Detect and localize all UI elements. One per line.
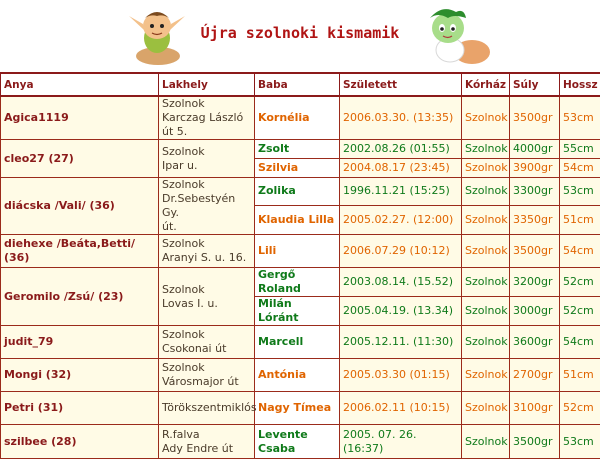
residence-line: Szolnok xyxy=(162,237,251,251)
baby-name-cell: Levente Csaba xyxy=(255,425,340,459)
residence-cell xyxy=(159,268,255,326)
hospital-cell: Szolnok xyxy=(462,159,510,178)
residence-cell xyxy=(159,425,255,459)
birth-date-cell: 2002.08.26 (01:55) xyxy=(340,140,462,159)
residence-line: Szolnok xyxy=(162,328,251,342)
mother-cell: Geromilo /Zsú/ (23) xyxy=(1,268,159,326)
hospital-cell: Szolnok xyxy=(462,359,510,392)
col-header-hossz: Hossz xyxy=(560,73,600,96)
col-header-korhaz: Kórház xyxy=(462,73,510,96)
weight-cell: 3900gr xyxy=(510,159,560,178)
col-header-szuletett: Született xyxy=(340,73,462,96)
baby-name-cell: Gergő Roland xyxy=(255,268,340,297)
table-row xyxy=(1,178,600,206)
baby-name-cell: Milán Lóránt xyxy=(255,297,340,326)
residence-cell xyxy=(159,96,255,140)
weight-cell: 3500gr xyxy=(510,96,560,140)
table-header-row xyxy=(1,73,600,96)
length-cell: 52cm xyxy=(560,268,600,297)
residence-cell xyxy=(159,359,255,392)
birth-date-cell: 2003.08.14. (15.52) xyxy=(340,268,462,297)
mother-cell: Mongi (32) xyxy=(1,359,159,392)
baby-name-cell: Zolika xyxy=(255,178,340,206)
residence-line: Szolnok xyxy=(162,97,251,111)
birth-date-cell: 2005.03.30 (01:15) xyxy=(340,359,462,392)
col-header-baba: Baba xyxy=(255,73,340,96)
table-row xyxy=(1,392,600,425)
residence-line: Szolnok xyxy=(162,178,251,192)
hospital-cell: Szolnok xyxy=(462,96,510,140)
residence-line: Aranyi S. u. 16. xyxy=(162,251,251,265)
birth-date-cell: 2006.07.29 (10:12) xyxy=(340,235,462,268)
col-header-anya: Anya xyxy=(1,73,159,96)
residence-cell xyxy=(159,140,255,178)
weight-cell: 4000gr xyxy=(510,140,560,159)
length-cell: 52cm xyxy=(560,392,600,425)
birth-date-cell: 2006.02.11 (10:15) xyxy=(340,392,462,425)
residence-line: út 5. xyxy=(162,125,251,139)
residence-cell xyxy=(159,235,255,268)
baby-name-cell: Klaudia Lilla xyxy=(255,205,340,234)
baby-name-cell: Kornélia xyxy=(255,96,340,140)
mother-cell: diácska /Vali/ (36) xyxy=(1,178,159,235)
weight-cell: 3500gr xyxy=(510,425,560,459)
col-header-suly: Súly xyxy=(510,73,560,96)
residence-cell xyxy=(159,326,255,359)
mother-cell: szilbee (28) xyxy=(1,425,159,459)
residence-line: Szolnok xyxy=(162,283,251,297)
weight-cell: 3200gr xyxy=(510,268,560,297)
weight-cell: 3600gr xyxy=(510,326,560,359)
baby-name-cell: Marcell xyxy=(255,326,340,359)
birth-date-cell: 2005.02.27. (12:00) xyxy=(340,205,462,234)
col-header-lakhely: Lakhely xyxy=(159,73,255,96)
mother-cell: judit_79 xyxy=(1,326,159,359)
hospital-cell: Szolnok xyxy=(462,326,510,359)
length-cell: 54cm xyxy=(560,326,600,359)
weight-cell: 3100gr xyxy=(510,392,560,425)
table-body xyxy=(1,96,600,459)
residence-cell xyxy=(159,392,255,425)
table-row xyxy=(1,268,600,297)
residence-line: Szolnok xyxy=(162,361,251,375)
weight-cell: 3000gr xyxy=(510,297,560,326)
hospital-cell: Szolnok xyxy=(462,392,510,425)
residence-line: R.falva xyxy=(162,428,251,442)
mother-cell: Petri (31) xyxy=(1,392,159,425)
birth-date-cell: 2005. 07. 26. (16:37) xyxy=(340,425,462,459)
baby-name-cell: Antónia xyxy=(255,359,340,392)
length-cell: 51cm xyxy=(560,359,600,392)
table-row xyxy=(1,326,600,359)
page-title: Újra szolnoki kismamik xyxy=(0,24,600,42)
mother-cell: cleo27 (27) xyxy=(1,140,159,178)
hospital-cell: Szolnok xyxy=(462,425,510,459)
residence-cell xyxy=(159,178,255,235)
hospital-cell: Szolnok xyxy=(462,178,510,206)
weight-cell: 3500gr xyxy=(510,235,560,268)
table-row xyxy=(1,235,600,268)
hospital-cell: Szolnok xyxy=(462,235,510,268)
length-cell: 52cm xyxy=(560,297,600,326)
residence-line: Karczag László xyxy=(162,111,251,125)
length-cell: 53cm xyxy=(560,96,600,140)
baby-name-cell: Szilvia xyxy=(255,159,340,178)
length-cell: 51cm xyxy=(560,205,600,234)
residence-line: Lovas I. u. xyxy=(162,297,251,311)
length-cell: 54cm xyxy=(560,235,600,268)
length-cell: 53cm xyxy=(560,425,600,459)
residence-line: út. xyxy=(162,220,251,234)
birth-date-cell: 2005.12.11. (11:30) xyxy=(340,326,462,359)
hospital-cell: Szolnok xyxy=(462,205,510,234)
banner xyxy=(0,0,600,72)
hospital-cell: Szolnok xyxy=(462,297,510,326)
baby-name-cell: Nagy Tímea xyxy=(255,392,340,425)
hospital-cell: Szolnok xyxy=(462,140,510,159)
table-row xyxy=(1,96,600,140)
length-cell: 55cm xyxy=(560,140,600,159)
residence-line: Dr.Sebestyén Gy. xyxy=(162,192,251,220)
weight-cell: 3350gr xyxy=(510,205,560,234)
mother-cell: Agica1119 xyxy=(1,96,159,140)
birth-date-cell: 1996.11.21 (15:25) xyxy=(340,178,462,206)
residence-line: Szolnok xyxy=(162,145,251,159)
residence-line: Városmajor út xyxy=(162,375,251,389)
table-row xyxy=(1,140,600,159)
length-cell: 54cm xyxy=(560,159,600,178)
residence-line: Csokonai út xyxy=(162,342,251,356)
weight-cell: 2700gr xyxy=(510,359,560,392)
birth-date-cell: 2004.08.17 (23:45) xyxy=(340,159,462,178)
baby-name-cell: Lili xyxy=(255,235,340,268)
birth-date-cell: 2005.04.19. (13.34) xyxy=(340,297,462,326)
hospital-cell: Szolnok xyxy=(462,268,510,297)
mother-cell: diehexe /Beáta,Betti/ (36) xyxy=(1,235,159,268)
weight-cell: 3300gr xyxy=(510,178,560,206)
residence-line: Ady Endre út xyxy=(162,442,251,456)
length-cell: 53cm xyxy=(560,178,600,206)
kismamik-table xyxy=(0,72,600,459)
residence-line: Ipar u. xyxy=(162,159,251,173)
birth-date-cell: 2006.03.30. (13:35) xyxy=(340,96,462,140)
table-row xyxy=(1,359,600,392)
baby-name-cell: Zsolt xyxy=(255,140,340,159)
residence-line: Törökszentmiklós xyxy=(162,401,251,415)
table-row xyxy=(1,425,600,459)
